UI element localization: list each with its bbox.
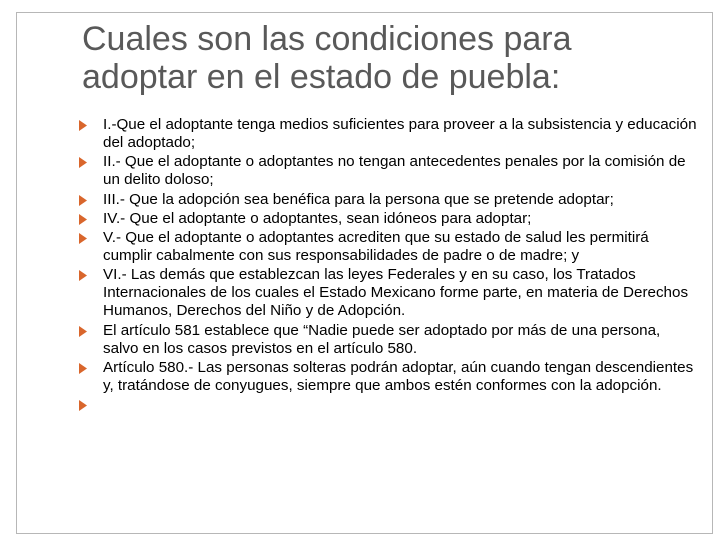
list-item bbox=[79, 322, 699, 358]
list-item bbox=[79, 153, 699, 189]
list-item-text: II.- Que el adoptante o adoptantes no tengan antecedentes penales por la comisión de un delito doloso; bbox=[103, 153, 686, 189]
triangle-bullet-icon bbox=[79, 120, 87, 131]
triangle-bullet-icon bbox=[79, 157, 87, 168]
list-item bbox=[79, 396, 699, 414]
list-item-text: El artículo 581 establece que “Nadie puede ser adoptado por más de una persona, salvo en los casos previstos en el artículo 580. bbox=[103, 321, 661, 357]
list-item bbox=[79, 210, 699, 228]
triangle-bullet-icon bbox=[79, 195, 87, 206]
list-item-text: V.- Que el adoptante o adoptantes acrediten que su estado de salud les permitirá cumplir cabalmente con sus responsabilidades de padre o de madre; y bbox=[103, 229, 649, 265]
bullet-list bbox=[79, 116, 699, 416]
list-item bbox=[79, 229, 699, 265]
list-item-text: VI.- Las demás que establezcan las leyes Federales y en su caso, los Tratados Internacionales de los cuales el Estado Mexicano forme parte, en materia de Derechos Humanos, Derechos del Niño y de Adopción. bbox=[103, 266, 689, 320]
triangle-bullet-icon bbox=[79, 400, 87, 411]
triangle-bullet-icon bbox=[79, 233, 87, 244]
triangle-bullet-icon bbox=[79, 270, 87, 281]
list-item-text: Artículo 580.- Las personas solteras podrán adoptar, aún cuando tengan descendientes y, tratándose de conyugues, siempre que ambos estén conformes con la adopción. bbox=[103, 359, 694, 395]
title-line: adoptar en el estado de puebla: bbox=[82, 58, 561, 96]
triangle-bullet-icon bbox=[79, 363, 87, 374]
list-item-text: I.-Que el adoptante tenga medios suficientes para proveer a la subsistencia y educación del adoptado; bbox=[103, 116, 697, 151]
list-item-text: IV.- Que el adoptante o adoptantes, sean idóneos para adoptar; bbox=[103, 209, 532, 227]
list-item bbox=[79, 191, 699, 209]
list-item-text: III.- Que la adopción sea benéfica para la persona que se pretende adoptar; bbox=[103, 190, 614, 208]
list-item bbox=[79, 266, 699, 320]
title-line: Cuales son las condiciones para bbox=[82, 20, 572, 58]
triangle-bullet-icon bbox=[79, 214, 87, 225]
list-item bbox=[79, 359, 699, 395]
slide-title bbox=[82, 20, 702, 96]
list-item bbox=[79, 116, 699, 152]
triangle-bullet-icon bbox=[79, 326, 87, 337]
